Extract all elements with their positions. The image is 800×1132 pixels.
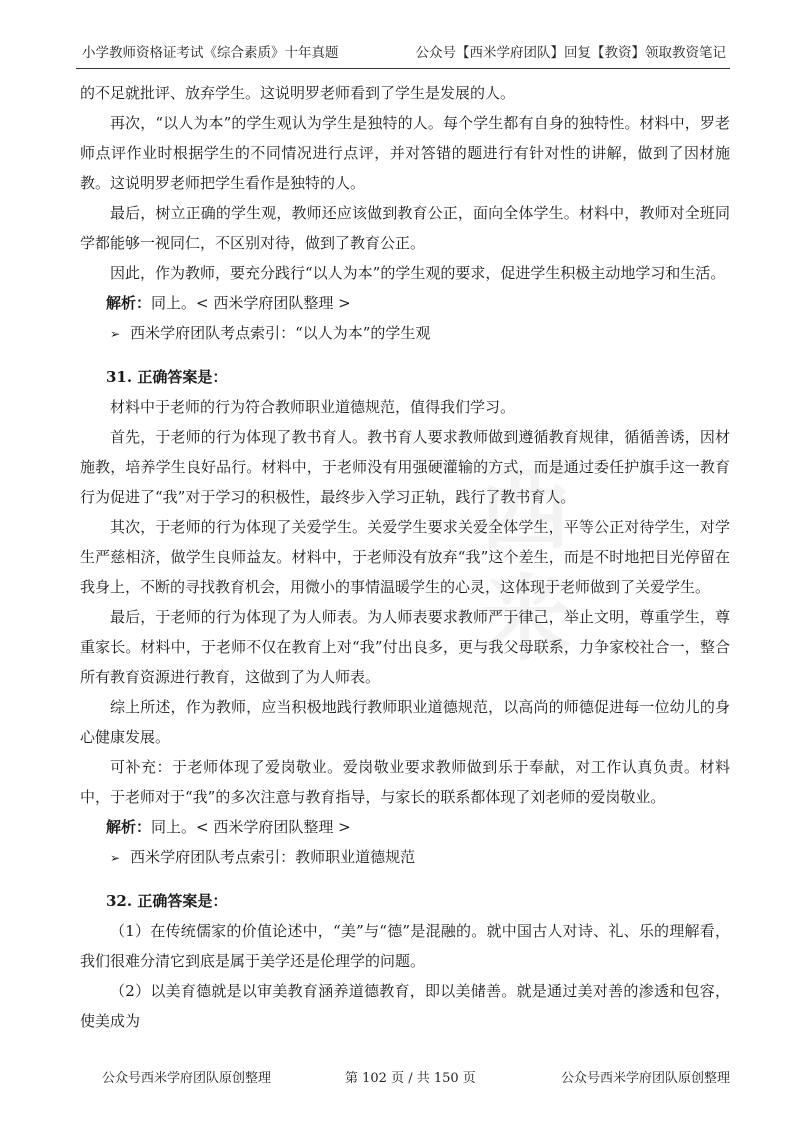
paragraph: 材料中于老师的行为符合教师职业道德规范，值得我们学习。 [110, 398, 516, 416]
header-left-title: 小学教师资格证考试《综合素质》十年真题 [82, 45, 339, 61]
header-divider [76, 68, 730, 69]
paragraph: 的不足就批评、放弃学生。这说明罗老师看到了学生是发展的人。 [80, 84, 516, 102]
arrow-bullet-icon: ➢ [110, 327, 121, 341]
paragraph: 因此，作为教师，要充分践行“以人为本”的学生观的要求，促进学生积极主动地学习和生活。 [110, 264, 726, 282]
footer-left: 公众号西米学府团队原创整理 [102, 1071, 272, 1086]
watermark: 西 米 [478, 456, 571, 673]
paragraph: 最后，树立正确的学生观，教师还应该做到教育公正，面向全体学生。材料中，教师对全班同学都能够一视同仁，不区别对待，做到了教育公正。 [80, 204, 730, 252]
paragraph: （2）以美育德就是以审美教育涵养道德教育，即以美储善。就是通过美对善的渗透和包容，使美成为 [80, 982, 730, 1030]
page-header [76, 40, 726, 66]
analysis-text: 同上。< 西米学府团队整理 > [151, 818, 351, 836]
paragraph: （1）在传统儒家的价值论述中，“美”与“德”是混融的。就中国古人对诗、礼、乐的理解看，我们很难分清它到底是属于美学还是伦理学的问题。 [80, 922, 730, 970]
paragraph: 首先，于老师的行为体现了教书育人。教书育人要求教师做到遵循教育规律，循循善诱，因材施教，培养学生良好品行。材料中，于老师没有用强硬灌输的方式，而是通过委任护旗手这一教育行为促进了“我”对于学习的积极性，最终步入学习正轨，践行了教书育人。 [80, 428, 730, 506]
question-31-heading: 31. 正确答案是： [106, 368, 228, 386]
paragraph: 再次，“以人为本”的学生观认为学生是独特的人。每个学生都有自身的独特性。材料中，罗老师点评作业时根据学生的不同情况进行点评，并对答错的题进行有针对性的讲解，做到了因材施教。这说明罗老师把学生看作是独特的人。 [80, 114, 730, 192]
index-text: 西米学府团队考点索引：“以人为本”的学生观 [130, 324, 431, 342]
document-body [80, 78, 730, 1036]
paragraph: 最后，于老师的行为体现了为人师表。为人师表要求教师严于律己，举止文明，尊重学生，尊重家长。材料中，于老师不仅在教育上对“我”付出良多，更与我父母联系，力争家校社合一，整合所有教育资源进行教育，这做到了为人师表。 [80, 608, 730, 686]
arrow-bullet-icon: ➢ [110, 851, 121, 865]
analysis-label: 解析： [106, 818, 152, 836]
paragraph: 其次，于老师的行为体现了关爱学生。关爱学生要求关爱全体学生，平等公正对待学生，对学生严慈相济，做学生良师益友。材料中，于老师没有放弃“我”这个差生，而是不时地把目光停留在我身上，不断的寻找教育机会，用微小的事情温暖学生的心灵，这体现于老师做到了关爱学生。 [80, 518, 730, 596]
index-bullet [80, 318, 730, 349]
paragraph: 可补充：于老师体现了爱岗敬业。爱岗敬业要求教师做到乐于奉献，对工作认真负责。材料中，于老师对于“我”的多次注意与教育指导，与家长的联系都体现了刘老师的爱岗敬业。 [80, 758, 730, 806]
index-bullet [80, 842, 730, 873]
analysis-line [80, 288, 730, 318]
analysis-text: 同上。< 西米学府团队整理 > [151, 294, 351, 312]
analysis-label: 解析： [106, 294, 152, 312]
footer-right: 公众号西米学府团队原创整理 [560, 1071, 730, 1086]
analysis-line [80, 812, 730, 842]
page-number: 第 102 页 / 共 150 页 [345, 1071, 476, 1086]
header-right-note: 公众号【西米学府团队】回复【教资】领取教资笔记 [415, 45, 726, 61]
paragraph: 综上所述，作为教师，应当积极地践行教师职业道德规范，以高尚的师德促进每一位幼儿的身心健康发展。 [80, 698, 730, 746]
index-text: 西米学府团队考点索引：教师职业道德规范 [130, 848, 416, 866]
page-footer [80, 1067, 730, 1091]
question-32-heading: 32. 正确答案是： [106, 892, 228, 910]
